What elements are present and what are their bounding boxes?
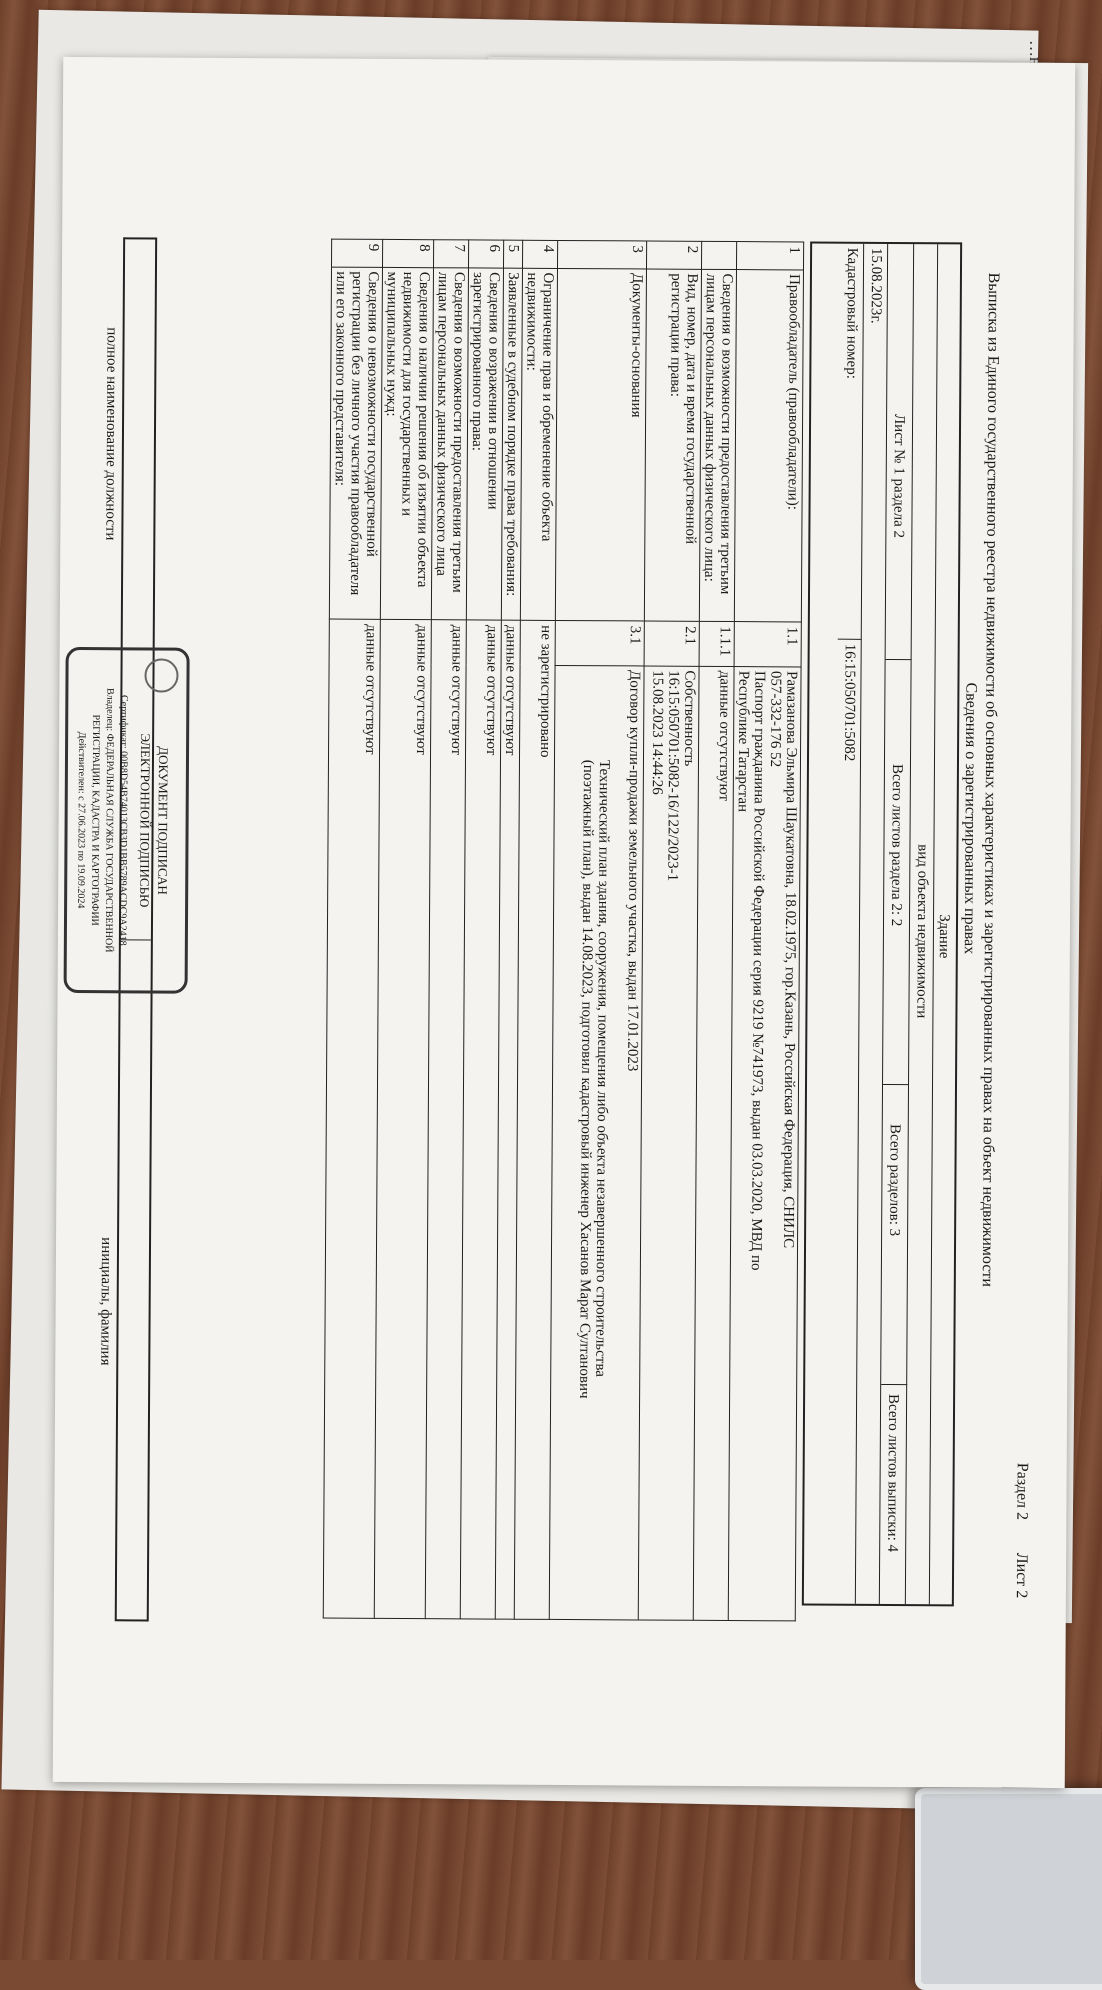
value-line: Рамазанова Эльмира Шаукатовна, 18.02.1975, гор.Казань, Российская Федерация, СНИЛС xyxy=(780,670,800,1249)
row-number: 3 xyxy=(557,240,646,268)
sheet-of-section: Лист № 1 раздела 2 xyxy=(890,413,908,539)
rotated-document xyxy=(53,57,1063,1763)
row-number: 4 xyxy=(522,240,557,268)
value-line: Собственность xyxy=(680,670,698,767)
info-row-divider xyxy=(855,244,864,1604)
row-number: 7 xyxy=(434,240,469,268)
row-number xyxy=(701,241,736,269)
row-number: 9 xyxy=(332,239,383,267)
row-value: данные отсутствуют xyxy=(323,619,380,1618)
value-line: Технический план здания, сооружения, помещения либо объекта незавершенного строительства xyxy=(592,759,612,1377)
info-block xyxy=(802,241,962,1606)
value-line: Республике Татарстан xyxy=(734,670,752,813)
total-sections: Всего разделов: 3 xyxy=(886,1123,903,1237)
row-label: Сведения о возможности предоставления третьим лицам персональных данных физического лица xyxy=(431,267,468,620)
stamp-line-2: ЭЛЕКТРОННОЙ ПОДПИСЬЮ xyxy=(137,733,154,908)
value-line: Договор купли-продажи земельного участка, выдан 17.01.2023 xyxy=(624,670,643,1072)
cadastral-number: 16:15:050701:5082 xyxy=(840,643,858,762)
section-label: Раздел 2 xyxy=(1013,1462,1031,1521)
row-value xyxy=(638,666,699,1621)
rights-table xyxy=(323,239,804,1622)
table-row xyxy=(549,240,646,1620)
info-col-divider xyxy=(881,1384,907,1385)
row-label: Ограничение прав и обременение объекта недвижимости: xyxy=(520,268,557,621)
table-row xyxy=(323,239,382,1618)
document-subtitle: Сведения о зарегистрированных правах xyxy=(960,682,980,955)
value-line: 16:15:050701:5082-16/122/2023-1 xyxy=(664,670,682,882)
table-row xyxy=(728,242,803,1621)
stamp-line-6: Действителен: с 27.06.2023 по 19.09.2024 xyxy=(75,731,88,909)
row-label: Сведения о возражении в отношении зарегистрированного права: xyxy=(466,267,503,620)
electronic-signature-stamp xyxy=(64,647,190,994)
info-col-divider xyxy=(838,639,862,640)
value-line: 057-332-176 52 xyxy=(766,670,784,768)
position-caption: полное наименование должности xyxy=(102,327,120,541)
row-value: данные отсутствуют xyxy=(425,620,466,1619)
info-col-divider xyxy=(886,659,912,660)
table-row xyxy=(638,241,701,1620)
row-number: 6 xyxy=(468,240,503,268)
value-line: данные отсутствуют xyxy=(715,670,733,802)
row-subnumber: 1.1 xyxy=(734,622,801,667)
sheet-label: Лист 2 xyxy=(1012,1552,1031,1599)
stamp-line-3: Сертификат: 00B8D54B74013CB3D1BB5789ACDC9A2418 xyxy=(116,694,130,946)
object-type: Здание xyxy=(935,914,953,959)
name-caption: инициалы, фамилия xyxy=(97,1237,115,1366)
info-col-divider xyxy=(883,1084,909,1085)
row-subnumber: 1.1.1 xyxy=(699,622,734,667)
row-label: Вид, номер, дата и время государственной регистрации права: xyxy=(644,269,701,622)
value-line: Паспорт гражданина Российской Федерации серия 9219 №741973, выдан 03.03.2020, МВД по xyxy=(747,670,768,1271)
document-date: 15.08.2023г. xyxy=(867,247,885,324)
value-line: 15.08.2023 14:44:26 xyxy=(648,670,666,795)
row-subnumber: 3.1 xyxy=(555,621,644,666)
row-number: 1 xyxy=(736,242,803,270)
row-number: 2 xyxy=(646,241,701,269)
extract-page xyxy=(53,57,1076,1788)
row-subnumber: 2.1 xyxy=(644,621,699,666)
row-label: Документы-основания xyxy=(555,268,646,621)
cadastral-label: Кадастровый номер: xyxy=(843,247,861,379)
row-label: Правообладатель (правообладатели): xyxy=(734,269,803,622)
total-sheets-section: Всего листов раздела 2: 2 xyxy=(887,763,905,927)
row-value xyxy=(728,666,801,1621)
row-value xyxy=(693,666,734,1621)
row-label: Сведения о наличии решения об изъятии объекта недвижимости для государственных и муниципальных нужд: xyxy=(380,267,433,620)
row-number: 8 xyxy=(383,239,434,267)
row-value: данные отсутствуют xyxy=(495,620,520,1619)
row-label: Заявленные в судебном порядке права требования: xyxy=(501,268,522,621)
row-label: Сведения о невозможности государственной регистрации без личного участия правообладателя или его законного представителя: xyxy=(329,267,382,620)
document-title: Выписка из Единого государственного реестра недвижимости об основных характеристиках и зарегистрированных правах на объект недвижимости xyxy=(978,272,1002,1288)
total-sheets-extract: Всего листов выписки: 4 xyxy=(884,1393,902,1553)
stamp-line-4: Владелец: ФЕДЕРАЛЬНАЯ СЛУЖБА ГОСУДАРСТВЕННОЙ xyxy=(102,687,116,953)
object-type-caption: вид объекта недвижимости xyxy=(913,844,931,1019)
row-label: Сведения о возможности предоставления третьим лицам персональных данных физического лица: xyxy=(699,269,736,622)
row-value: не зарегистрировано xyxy=(514,621,555,1620)
stamp-line-5: РЕГИСТРАЦИИ, КАДАСТРА И КАРТОГРАФИИ xyxy=(88,714,102,926)
value-line: (поэтажный план), выдан 14.08.2023, подготовил кадастровый инженер Хасанов Марат Султанович xyxy=(576,759,596,1399)
row-value: данные отсутствуют xyxy=(374,620,431,1619)
row-number: 5 xyxy=(503,240,522,268)
stamp-line-1: ДОКУМЕНТ ПОДПИСАН xyxy=(155,746,172,895)
table-row xyxy=(374,239,433,1618)
row-value: данные отсутствуют xyxy=(460,620,501,1619)
row-value xyxy=(549,665,644,1620)
